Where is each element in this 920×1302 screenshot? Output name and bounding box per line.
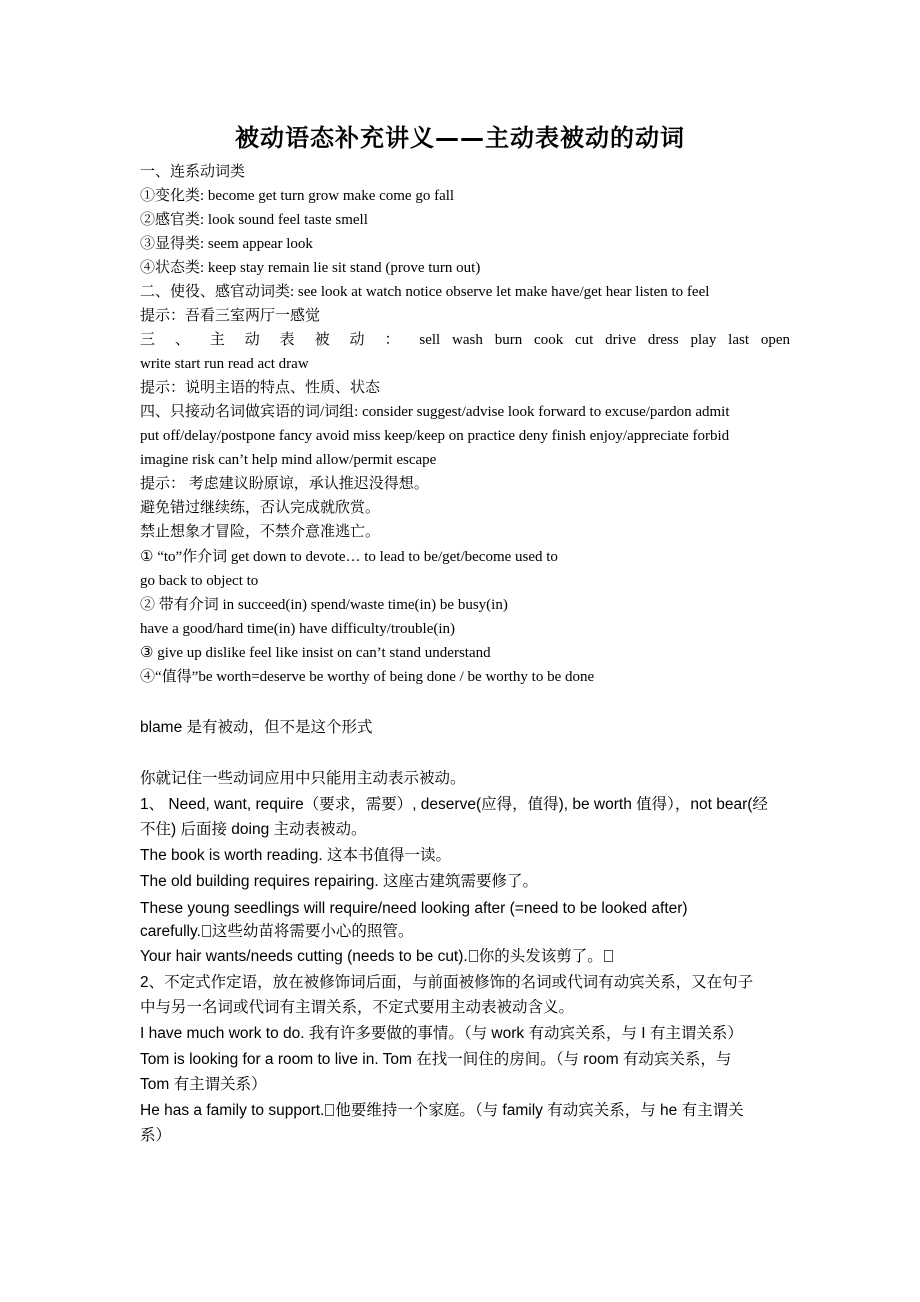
section-4-heading: 四、只接动名词做宾语的词/词组: consider suggest/advise look forward to excuse/pardon admit (140, 404, 730, 420)
text-span: carefully. (140, 923, 201, 940)
text-line: 你就记住一些动词应用中只能用主动表示被动。 (140, 770, 466, 787)
list-item: ②感官类: look sound feel taste smell (140, 212, 368, 228)
text-line: write start run read act draw (140, 356, 309, 372)
list-item: ① “to”作介词 get down to devote… to lead to be/get/become used to (140, 549, 558, 565)
text-span: 这些幼苗将需要小心的照管。 (211, 923, 414, 940)
text-line: put off/delay/postpone fancy avoid miss keep/keep on practice deny finish enjoy/appreciate forbid (140, 428, 730, 444)
example-sentence: The old building requires repairing. 这座古建筑需要修了。 (140, 873, 538, 890)
example-sentence: These young seedlings will require/need looking after (=need to be looked after) (140, 900, 688, 917)
hint-text: 提示：说明主语的特点、性质、状态 (140, 380, 381, 396)
list-item: ④状态类: keep stay remain lie sit stand (prove turn out) (140, 260, 481, 276)
text-line: 系） (140, 1127, 172, 1144)
section-1-heading: 一、连系动词类 (140, 164, 246, 180)
list-item: ③ give up dislike feel like insist on can’t stand understand (140, 645, 491, 661)
numbered-item: 1、 Need, want, require（要求，需要）, deserve(应得，值得), be worth 值得），not bear(经 (140, 796, 768, 813)
example-sentence (140, 947, 790, 967)
text-line: imagine risk can’t help mind allow/permit escape (140, 452, 437, 468)
text-span: Your hair wants/needs cutting (needs to be cut). (140, 948, 468, 965)
list-item: ② 带有介词 in succeed(in) spend/waste time(in) be busy(in) (140, 597, 508, 613)
text-line: 禁止想象才冒险，不禁介意准逃亡。 (140, 524, 381, 540)
missing-glyph-icon (325, 1104, 334, 1116)
text-span: He has a family to support. (140, 1102, 325, 1119)
list-item: ①变化类: become get turn grow make come go fall (140, 188, 455, 204)
list-item: ③显得类: seem appear look (140, 236, 313, 252)
section-3-heading: 三 、 主 动 表 被 动 ： sell wash burn cook cut drive dress play last open (140, 332, 790, 348)
example-sentence: Tom is looking for a room to live in. Tom 在找一间住的房间。（与 room 有动宾关系，与 (140, 1051, 732, 1068)
example-sentence: The book is worth reading. 这本书值得一读。 (140, 847, 451, 864)
text-span: 你的头发该剪了。 (478, 948, 603, 965)
text-line: 中与另一名词或代词有主谓关系，不定式要用主动表被动含义。 (140, 999, 575, 1016)
missing-glyph-icon (469, 950, 478, 962)
missing-glyph-icon (202, 925, 211, 937)
numbered-item: 2、不定式作定语，放在被修饰词后面，与前面被修饰的名词或代词有动宾关系，又在句子 (140, 974, 754, 991)
text-line: 不住) 后面接 doing 主动表被动。 (140, 821, 367, 838)
text-line: go back to object to (140, 573, 259, 589)
page-title: 被动语态补充讲义——主动表被动的动词 (235, 124, 685, 152)
text-line: Tom 有主谓关系） (140, 1076, 267, 1093)
section-2-heading: 二、使役、感官动词类: see look at watch notice observe let make have/get hear listen to feel (140, 284, 710, 300)
hint-text: 提示：吾看三室两厅一感觉 (140, 308, 321, 324)
list-item: ④“值得”be worth=deserve be worthy of being done / be worthy to be done (140, 669, 595, 685)
example-sentence (140, 922, 790, 942)
text-line: blame 是有被动，但不是这个形式 (140, 719, 373, 736)
hint-text: 提示： 考虑建议盼原谅，承认推迟没得想。 (140, 476, 429, 492)
example-sentence: I have much work to do. 我有许多要做的事情。（与 work 有动宾关系，与 I 有主谓关系） (140, 1025, 743, 1042)
missing-glyph-icon (604, 950, 613, 962)
text-span: 他要维持一个家庭。（与 family 有动宾关系，与 he 有主谓关 (335, 1102, 744, 1119)
example-sentence (140, 1101, 790, 1121)
text-line: have a good/hard time(in) have difficulty/trouble(in) (140, 621, 456, 637)
text-line: 避免错过继续练，否认完成就欣赏。 (140, 500, 381, 516)
